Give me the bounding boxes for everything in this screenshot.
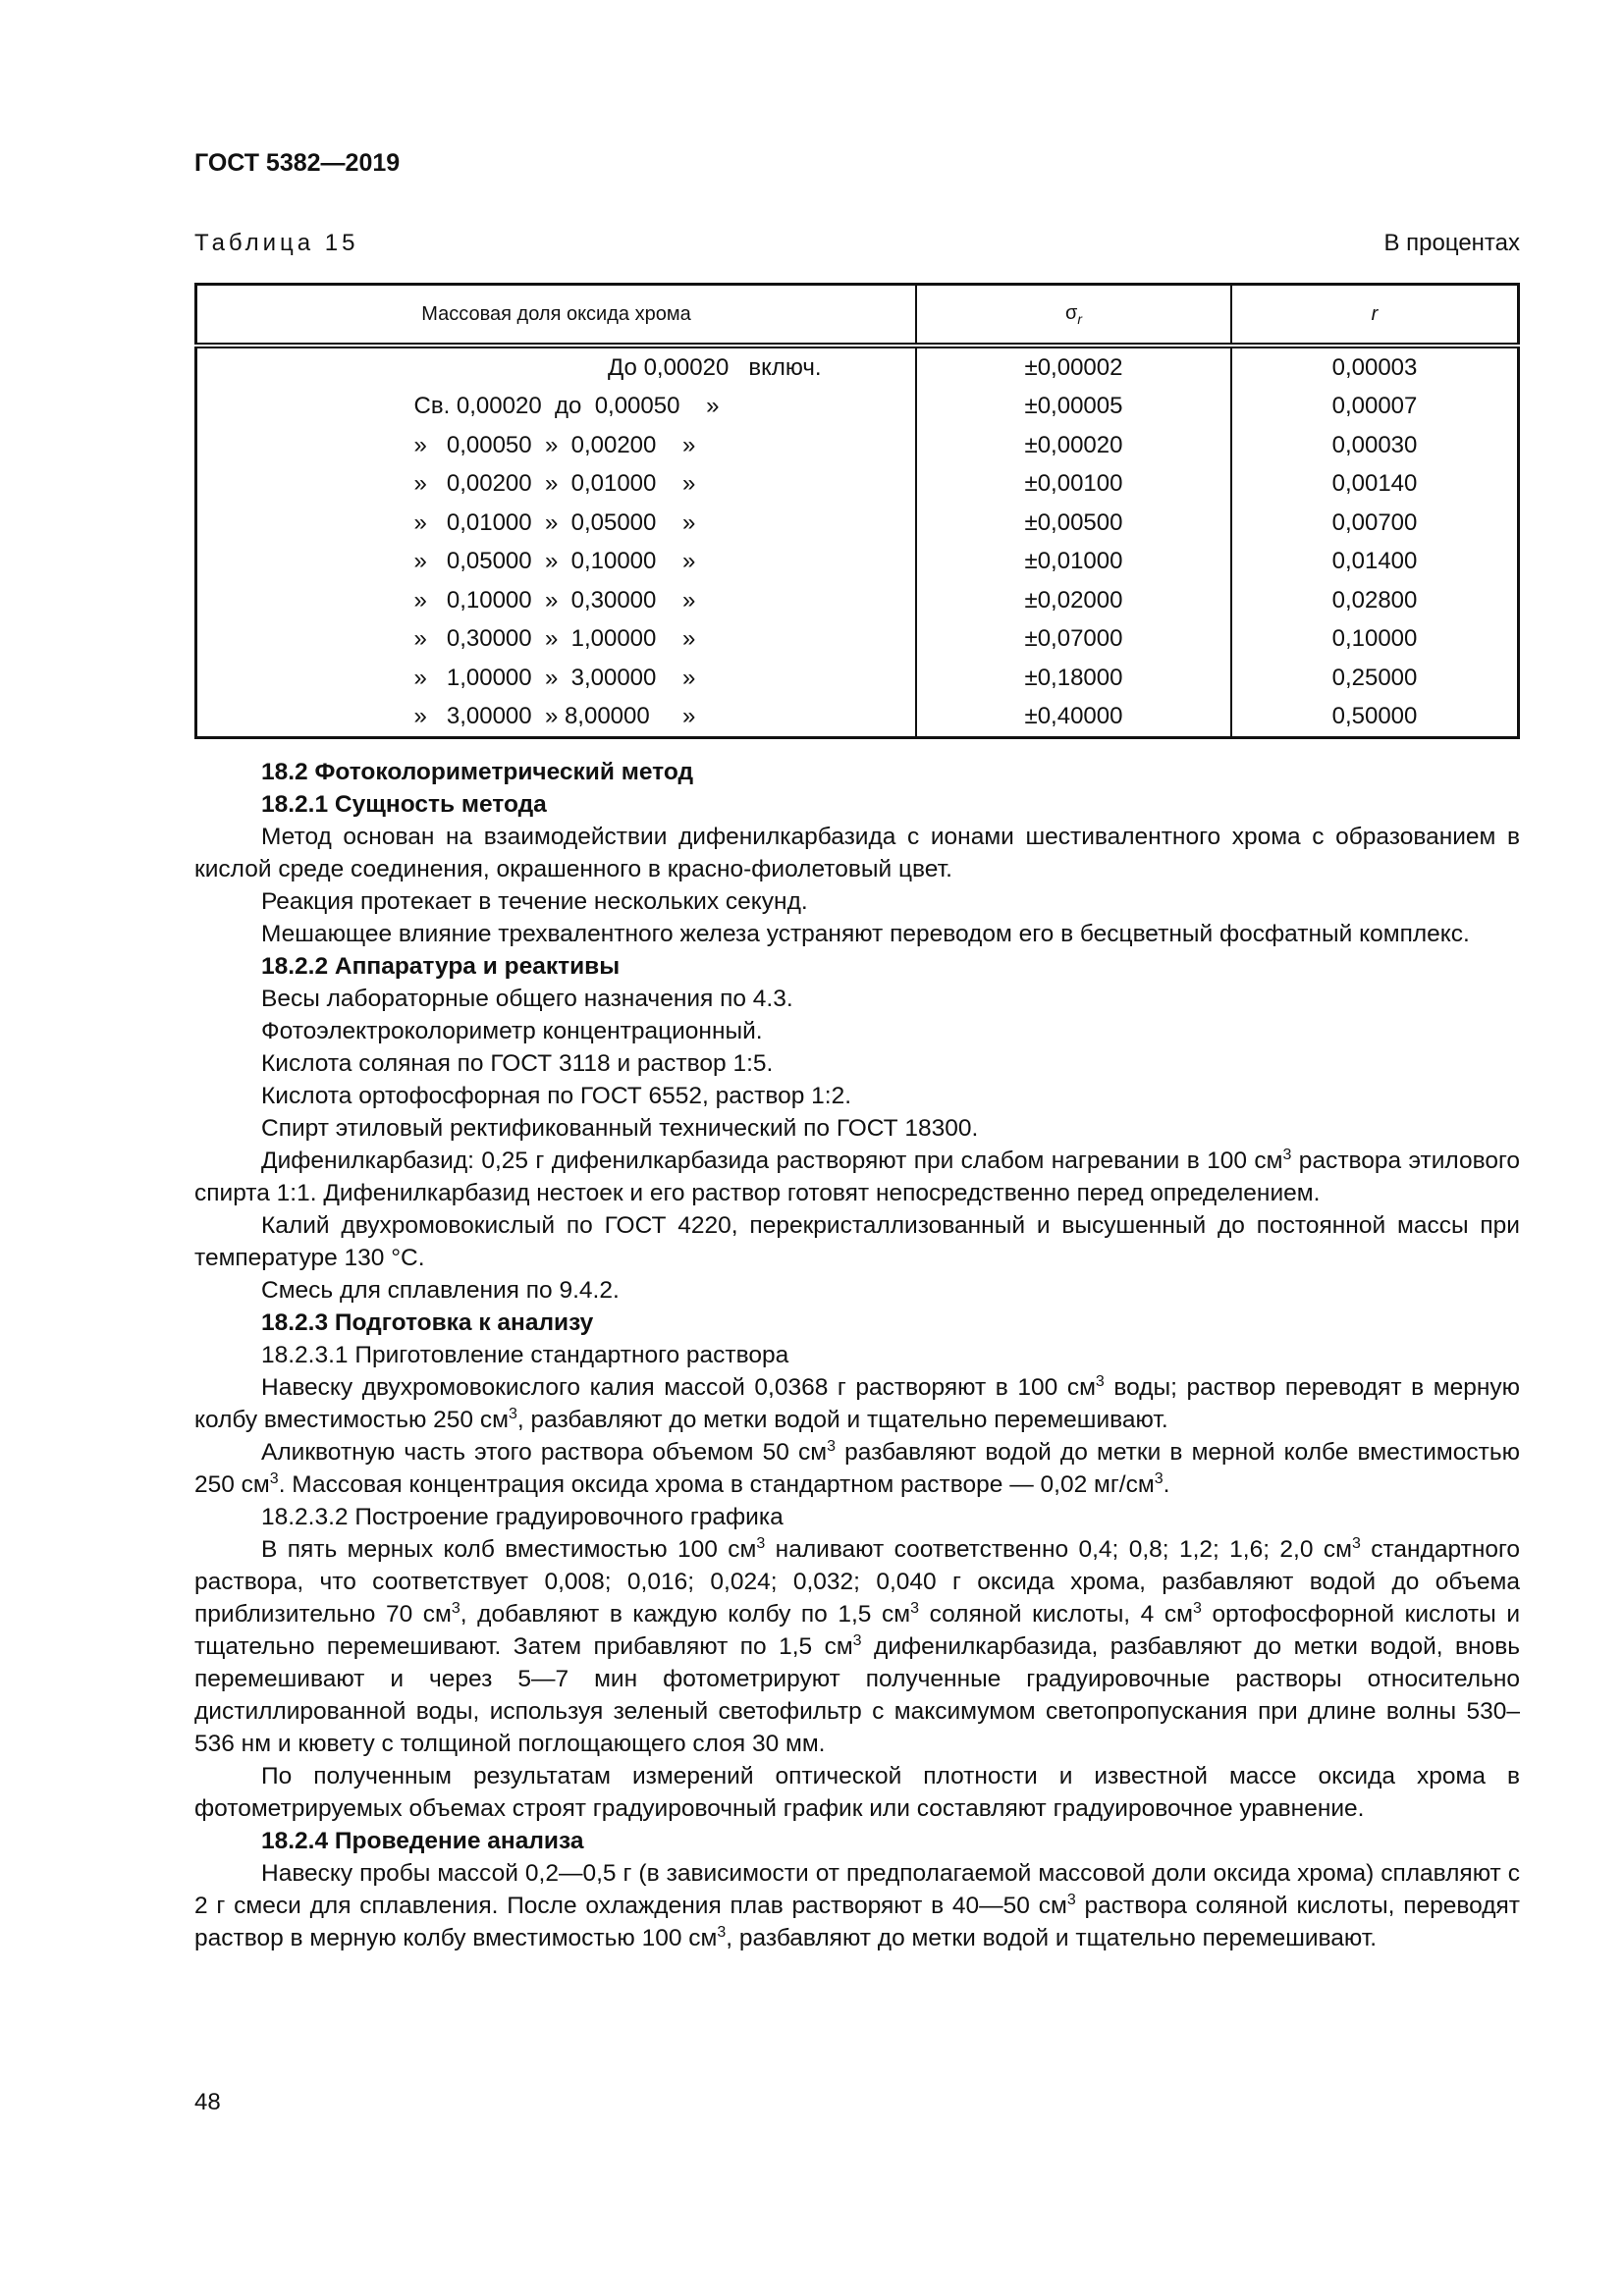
text-segment: 18.2.2 Аппаратура и реактивы	[261, 953, 621, 980]
text-segment: Кислота соляная по ГОСТ 3118 и раствор 1:5.	[261, 1050, 774, 1077]
text-segment: Метод основан на взаимодействии дифенилкарбазида с ионами шестивалентного хрома с образованием в кислой среде соединения, окрашенного в красно-фиолетовый цвет.	[194, 824, 1520, 882]
text-segment: раствора этилового спирта 1:1. Дифенилкарбазид нестоек и его раствор готовят непосредственно перед определением.	[194, 1148, 1520, 1206]
superscript: 3	[1095, 1372, 1105, 1390]
text-segment: Весы лабораторные общего назначения по 4.3.	[261, 986, 793, 1012]
sigma-cell: ±0,00500	[916, 504, 1231, 543]
text-segment: Фотоэлектроколориметр концентрационный.	[261, 1018, 763, 1044]
table-caption: Таблица 15	[194, 230, 359, 256]
r-cell: 0,00700	[1231, 504, 1519, 543]
superscript: 3	[1154, 1469, 1164, 1487]
text-segment: Дифенилкарбазид: 0,25 г дифенилкарбазида растворяют при слабом нагревании в 100 см	[261, 1148, 1283, 1174]
text-segment: 18.2.4 Проведение анализа	[261, 1828, 584, 1854]
section-heading	[194, 756, 1520, 788]
text-segment: 18.2 Фотоколориметрический метод	[261, 759, 694, 785]
text-segment: 18.2.3.2 Построение градуировочного графика	[261, 1504, 784, 1530]
superscript: 3	[269, 1469, 279, 1487]
range-cell	[196, 659, 917, 698]
superscript: 3	[852, 1631, 862, 1649]
paragraph	[194, 1760, 1520, 1825]
paragraph	[194, 1112, 1520, 1145]
paragraph	[194, 1533, 1520, 1760]
paragraph	[194, 1015, 1520, 1047]
range-text: » 0,01000 » 0,05000 »	[413, 508, 696, 536]
text-segment: , разбавляют до метки водой и тщательно перемешивают.	[516, 1407, 1168, 1433]
range-cell	[196, 543, 917, 582]
r-cell: 0,00003	[1231, 346, 1519, 388]
table-row	[196, 346, 1519, 388]
range-cell	[196, 504, 917, 543]
text-segment: 18.2.3 Подготовка к анализу	[261, 1309, 594, 1336]
text-segment: соляной кислоты, 4 см	[919, 1601, 1193, 1628]
sigma-cell: ±0,18000	[916, 659, 1231, 698]
range-text: » 1,00000 » 3,00000 »	[413, 664, 696, 691]
superscript: 3	[1282, 1146, 1292, 1163]
r-cell: 0,25000	[1231, 659, 1519, 698]
table-header-row	[196, 285, 1519, 347]
text-segment: По полученным результатам измерений оптической плотности и известной массе оксида хрома в фотометрируемых объемах строят градуировочный график или составляют градуировочное уравнение.	[194, 1763, 1520, 1822]
superscript: 3	[1351, 1534, 1361, 1552]
sigma-cell: ±0,07000	[916, 620, 1231, 660]
table-row	[196, 388, 1519, 427]
text-segment: 18.2.3.1 Приготовление стандартного раствора	[261, 1342, 789, 1368]
sigma-cell: ±0,00020	[916, 426, 1231, 465]
sigma-cell: ±0,40000	[916, 698, 1231, 738]
header-sigma	[916, 285, 1231, 347]
text-segment: Навеску двухромовокислого калия массой 0,0368 г растворяют в 100 см	[261, 1374, 1096, 1401]
r-cell: 0,00007	[1231, 388, 1519, 427]
sigma-cell: ±0,00005	[916, 388, 1231, 427]
r-cell: 0,01400	[1231, 543, 1519, 582]
range-text: » 0,05000 » 0,10000 »	[413, 548, 696, 575]
sigma-cell: ±0,01000	[916, 543, 1231, 582]
table-row	[196, 504, 1519, 543]
paragraph	[194, 983, 1520, 1015]
sigma-cell: ±0,00002	[916, 346, 1231, 388]
section-heading	[194, 1307, 1520, 1339]
range-cell	[196, 346, 917, 388]
text-segment: . Массовая концентрация оксида хрома в стандартном растворе — 0,02 мг/см	[278, 1471, 1155, 1498]
superscript: 3	[827, 1437, 836, 1455]
text-segment: стандартного раствора, что соответствует 0,008; 0,016; 0,024; 0,032; 0,040 г оксида хрома, разбавляют водой до объема приблизительно 70 см	[194, 1536, 1520, 1628]
superscript: 3	[756, 1534, 766, 1552]
range-text: » 0,00050 » 0,00200 »	[413, 431, 696, 458]
paragraph	[194, 1857, 1520, 1954]
superscript: 3	[1192, 1599, 1202, 1617]
paragraph	[194, 821, 1520, 885]
paragraph	[194, 1436, 1520, 1501]
text-segment: Калий двухромовокислый по ГОСТ 4220, перекристаллизованный и высушенный до постоянной массы при температуре 130 °С.	[194, 1212, 1520, 1271]
range-text: » 0,00200 » 0,01000 »	[413, 470, 696, 498]
text-segment: В пять мерных колб вместимостью 100 см	[261, 1536, 757, 1563]
range-cell	[196, 581, 917, 620]
superscript: 3	[451, 1599, 460, 1617]
sigma-subscript: r	[1077, 310, 1082, 327]
range-cell	[196, 426, 917, 465]
superscript: 3	[508, 1405, 517, 1422]
text-segment: , добавляют в каждую колбу по 1,5 см	[460, 1601, 911, 1628]
table-row	[196, 620, 1519, 660]
body-text	[194, 756, 1520, 1954]
range-cell	[196, 388, 917, 427]
sigma-symbol: σ	[1064, 301, 1078, 324]
range-text: Св. 0,00020 до 0,00050 »	[413, 393, 720, 420]
table-row	[196, 659, 1519, 698]
section-heading	[194, 788, 1520, 821]
text-segment: Аликвотную часть этого раствора объемом 50 см	[261, 1439, 828, 1466]
text-segment: Кислота ортофосфорная по ГОСТ 6552, раствор 1:2.	[261, 1083, 852, 1109]
page-number: 48	[194, 2089, 221, 2115]
table-row	[196, 581, 1519, 620]
r-symbol: r	[1371, 302, 1379, 325]
range-cell	[196, 698, 917, 738]
text-segment: Мешающее влияние трехвалентного железа устраняют переводом его в бесцветный фосфатный комплекс.	[261, 921, 1470, 947]
r-cell: 0,50000	[1231, 698, 1519, 738]
text-segment: раствора соляной кислоты, переводят раствор в мерную колбу вместимостью 100 см	[194, 1893, 1520, 1951]
text-segment: Смесь для сплавления по 9.4.2.	[261, 1277, 620, 1304]
section-heading	[194, 950, 1520, 983]
text-segment: наливают соответственно 0,4; 0,8; 1,2; 1,6; 2,0 см	[765, 1536, 1352, 1563]
text-segment: Навеску пробы массой 0,2—0,5 г (в зависимости от предполагаемой массовой доли оксида хрома) сплавляют с 2 г смеси для сплавления. После охлаждения плав растворяют в 40—50 см	[194, 1860, 1520, 1919]
range-text: » 3,00000 » 8,00000 »	[413, 703, 696, 730]
table-units: В процентах	[1383, 230, 1520, 256]
table-row	[196, 543, 1519, 582]
precision-table	[194, 283, 1520, 739]
text-segment: , разбавляют до метки водой и тщательно перемешивают.	[726, 1925, 1378, 1951]
header-r	[1231, 285, 1519, 347]
table-row	[196, 426, 1519, 465]
paragraph	[194, 885, 1520, 918]
text-segment: Реакция протекает в течение нескольких секунд.	[261, 888, 808, 915]
paragraph	[194, 1080, 1520, 1112]
superscript: 3	[717, 1923, 727, 1941]
r-cell: 0,00140	[1231, 465, 1519, 505]
sigma-cell: ±0,02000	[916, 581, 1231, 620]
text-segment: 18.2.1 Сущность метода	[261, 791, 547, 818]
text-segment: дифенилкарбазида, разбавляют до метки водой, вновь перемешивают и через 5—7 мин фотометрируют полученные градуировочные растворы относительно дистиллированной воды, используя зеленый светофильтр с максимумом светопропускания при длине волны 530–536 нм и кювету с толщиной поглощающего слоя 30 мм.	[194, 1633, 1520, 1757]
r-cell: 0,10000	[1231, 620, 1519, 660]
paragraph	[194, 1339, 1520, 1371]
r-cell: 0,00030	[1231, 426, 1519, 465]
superscript: 3	[910, 1599, 919, 1617]
header-mass-fraction: Массовая доля оксида хрома	[196, 285, 917, 347]
range-text: » 0,10000 » 0,30000 »	[413, 586, 696, 614]
document-code: ГОСТ 5382—2019	[194, 149, 401, 177]
paragraph	[194, 1274, 1520, 1307]
paragraph	[194, 918, 1520, 950]
text-segment: воды; раствор переводят в мерную колбу вместимостью 250 см	[194, 1374, 1520, 1433]
text-segment: разбавляют водой до метки в мерной колбе вместимостью 250 см	[194, 1439, 1520, 1498]
text-segment: ортофосфорной кислоты и тщательно перемешивают. Затем прибавляют по 1,5 см	[194, 1601, 1521, 1660]
paragraph	[194, 1501, 1520, 1533]
paragraph	[194, 1209, 1520, 1274]
section-heading	[194, 1825, 1520, 1857]
paragraph	[194, 1047, 1520, 1080]
sigma-cell: ±0,00100	[916, 465, 1231, 505]
table-row	[196, 465, 1519, 505]
range-text: До 0,00020 включ.	[608, 353, 822, 381]
range-cell	[196, 465, 917, 505]
range-text: » 0,30000 » 1,00000 »	[413, 625, 696, 653]
table-row	[196, 698, 1519, 738]
range-cell	[196, 620, 917, 660]
paragraph	[194, 1145, 1520, 1209]
superscript: 3	[1066, 1891, 1076, 1908]
text-segment: .	[1163, 1471, 1170, 1498]
text-segment: Спирт этиловый ректификованный технический по ГОСТ 18300.	[261, 1115, 979, 1142]
paragraph	[194, 1371, 1520, 1436]
r-cell: 0,02800	[1231, 581, 1519, 620]
